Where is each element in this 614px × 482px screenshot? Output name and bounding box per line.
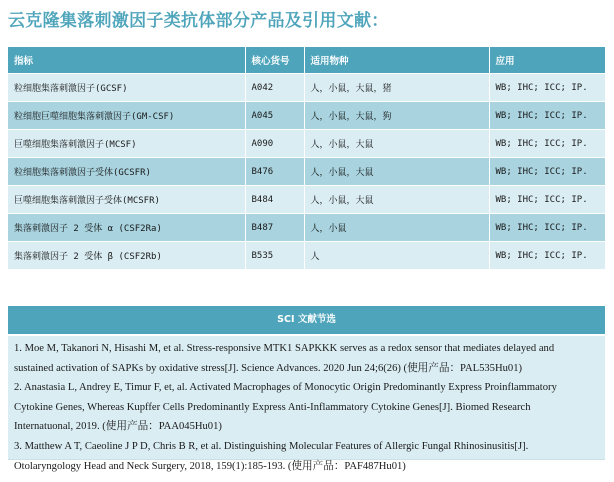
column-header-catalog: 核心货号 <box>245 47 304 74</box>
cell-catalog: B535 <box>245 242 304 270</box>
references-header: SCI 文献节选 <box>8 306 605 336</box>
cell-application: WB; IHC; ICC; IP. <box>489 186 605 214</box>
references-body <box>8 336 605 472</box>
reference-line: sustained activation of SAPKs by oxidative stress[J]. Science Advances. 2020 Jun 24;6(26) (使用产品：PAL535Hu01) <box>14 362 523 374</box>
table-row <box>8 242 605 270</box>
cell-application: WB; IHC; ICC; IP. <box>489 242 605 270</box>
cell-application: WB; IHC; ICC; IP. <box>489 130 605 158</box>
cell-catalog: B484 <box>245 186 304 214</box>
table-row <box>8 102 605 130</box>
cell-indicator: 粒细胞集落刺激因子受体(GCSFR) <box>8 158 245 186</box>
table-row <box>8 158 605 186</box>
page-title: 云克隆集落刺激因子类抗体部分产品及引用文献： <box>8 11 389 31</box>
cell-species: 人，小鼠，大鼠 <box>304 186 489 214</box>
reference-line: Otolaryngology Head and Neck Surgery, 2018, 159(1):185-193. (使用产品：PAF487Hu01) <box>14 460 406 472</box>
cell-species: 人，小鼠 <box>304 214 489 242</box>
cell-application: WB; IHC; ICC; IP. <box>489 74 605 102</box>
cell-species: 人，小鼠，大鼠 <box>304 158 489 186</box>
cell-catalog: A090 <box>245 130 304 158</box>
cell-indicator: 集落刺激因子 2 受体 α (CSF2Ra) <box>8 214 245 242</box>
table-header-row <box>8 47 605 74</box>
reference-line: Internatuonal, 2019. (使用产品：PAA045Hu01) <box>14 421 222 433</box>
reference-line: 2. Anastasia L, Andrey E, Timur F, et, al. Activated Macrophages of Monocytic Origin Predominantly Express Proinflammatory <box>14 382 557 394</box>
cell-species: 人，小鼠，大鼠 <box>304 130 489 158</box>
table-row <box>8 214 605 242</box>
cell-application: WB; IHC; ICC; IP. <box>489 158 605 186</box>
reference-line: 3. Matthew A T, Caeoline J P D, Chris B R, et al. Distinguishing Molecular Features of Allergic Fungal Rhinosinusitis[J]. <box>14 440 529 452</box>
reference-line: 1. Moe M, Takanori N, Hisashi M, et al. Stress-responsive MTK1 SAPKKK serves as a redox sensor that mediates delayed and <box>14 343 555 354</box>
product-table <box>8 47 605 270</box>
table-row <box>8 74 605 102</box>
cell-species: 人，小鼠，大鼠，狗 <box>304 102 489 130</box>
references-section <box>8 306 605 472</box>
cell-indicator: 巨噬细胞集落刺激因子受体(MCSFR) <box>8 186 245 214</box>
cell-catalog: B476 <box>245 158 304 186</box>
column-header-species: 适用物种 <box>304 47 489 74</box>
cell-indicator: 粒细胞集落刺激因子(GCSF) <box>8 74 245 102</box>
cell-catalog: A042 <box>245 74 304 102</box>
reference-line: Cytokine Genes, Whereas Kupffer Cells Predominantly Express Anti-Inflammatory Cytokine Genes[J]. Biomed Research <box>14 401 531 413</box>
table-row <box>8 186 605 214</box>
column-header-application: 应用 <box>489 47 605 74</box>
cell-application: WB; IHC; ICC; IP. <box>489 102 605 130</box>
cell-application: WB; IHC; ICC; IP. <box>489 214 605 242</box>
cell-indicator: 巨噬细胞集落刺激因子(MCSF) <box>8 130 245 158</box>
cell-species: 人，小鼠，大鼠，猪 <box>304 74 489 102</box>
cell-indicator: 集落刺激因子 2 受体 β (CSF2Rb) <box>8 242 245 270</box>
cell-species: 人 <box>304 242 489 270</box>
cell-catalog: B487 <box>245 214 304 242</box>
column-header-indicator: 指标 <box>8 47 245 74</box>
cell-catalog: A045 <box>245 102 304 130</box>
cell-indicator: 粒细胞巨噬细胞集落刺激因子(GM-CSF) <box>8 102 245 130</box>
table-row <box>8 130 605 158</box>
